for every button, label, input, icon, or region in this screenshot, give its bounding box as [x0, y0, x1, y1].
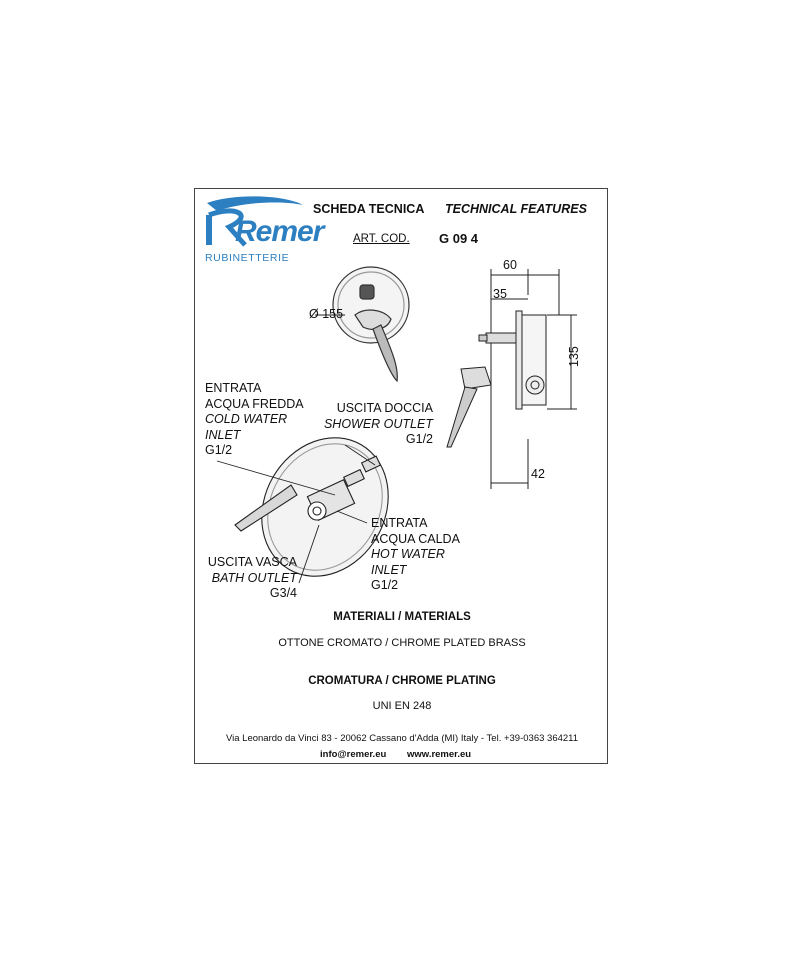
front-view-drawing	[333, 267, 409, 381]
label-bath-outlet: USCITA VASCA BATH OUTLET G3/4	[207, 555, 297, 600]
title-italian: SCHEDA TECNICA	[313, 202, 425, 216]
dimension-35: 35	[493, 287, 507, 301]
footer-address: Via Leonardo da Vinci 83 - 20062 Cassano d'Adda (MI) Italy - Tel. +39-0363 364211	[225, 733, 579, 744]
side-view-drawing	[447, 269, 577, 489]
label-cold-water-inlet: ENTRATA ACQUA FREDDA COLD WATER INLET G1/2	[205, 381, 304, 457]
dimension-42: 42	[531, 467, 545, 481]
art-cod-label: ART. COD.	[353, 233, 410, 245]
dimension-diameter: Ø 155	[309, 307, 344, 321]
plating-value: UNI EN 248	[372, 700, 432, 712]
footer-website[interactable]: www.remer.eu	[407, 749, 472, 760]
technical-sheet	[194, 188, 608, 764]
footer-email[interactable]: info@remer.eu	[320, 749, 387, 760]
plating-heading: CROMATURA / CHROME PLATING	[308, 675, 496, 687]
brand-name: Remer	[235, 215, 324, 248]
article-code: G 09 4	[439, 231, 479, 246]
title-english: TECHNICAL FEATURES	[445, 202, 587, 216]
dimension-135: 135	[567, 346, 581, 367]
dimension-60: 60	[503, 258, 517, 272]
materials-heading: MATERIALI / MATERIALS	[333, 611, 471, 623]
label-shower-outlet: USCITA DOCCIA SHOWER OUTLET G1/2	[323, 401, 433, 446]
materials-value: OTTONE CROMATO / CHROME PLATED BRASS	[278, 637, 526, 649]
label-hot-water-inlet: ENTRATA ACQUA CALDA HOT WATER INLET G1/2	[371, 516, 460, 592]
brand-subtitle: RUBINETTERIE	[205, 252, 290, 264]
